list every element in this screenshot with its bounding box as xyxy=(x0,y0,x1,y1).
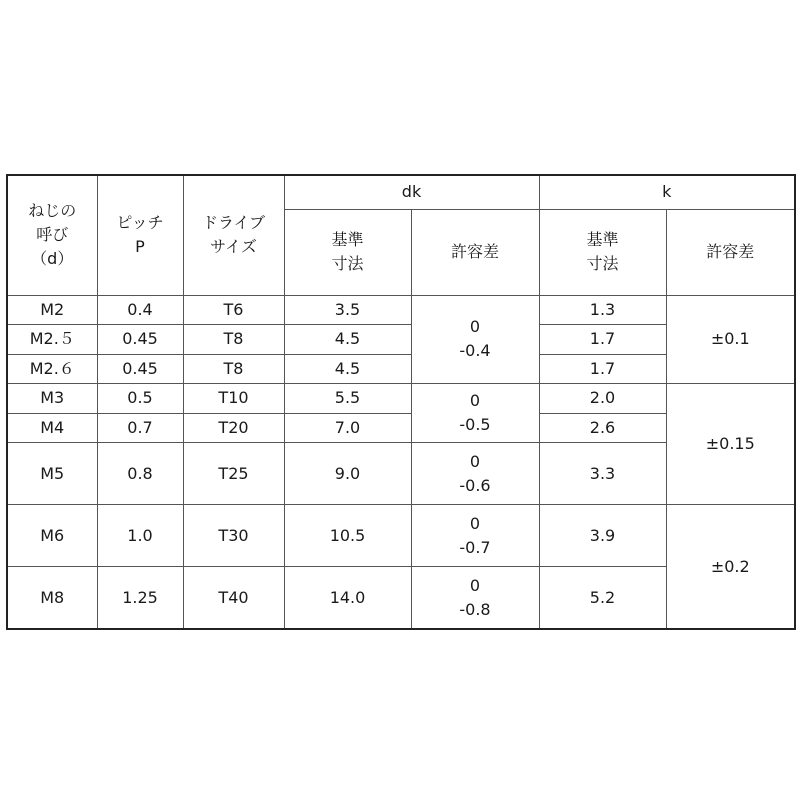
k-cell: 1.7 xyxy=(539,354,666,384)
dk-cell: 9.0 xyxy=(284,443,411,505)
drive-cell: T30 xyxy=(183,505,284,567)
size-cell: M5 xyxy=(7,443,97,505)
size-cell: M2.６ xyxy=(7,354,97,384)
k-header: k xyxy=(539,175,795,209)
dk-standard-header: 基準 寸法 xyxy=(284,209,411,295)
k-tolerance-cell: ±0.2 xyxy=(666,505,795,629)
dk-tolerance-cell: 0 -0.8 xyxy=(411,567,539,629)
drive-cell: T40 xyxy=(183,567,284,629)
drive-size-header: ドライブ サイズ xyxy=(183,175,284,295)
drive-cell: T25 xyxy=(183,443,284,505)
dk-tolerance-cell: 0 -0.6 xyxy=(411,443,539,505)
size-cell: M3 xyxy=(7,384,97,414)
dk-tolerance-cell: 0 -0.5 xyxy=(411,384,539,443)
dk-tolerance-cell: 0 -0.4 xyxy=(411,295,539,384)
k-tolerance-header: 許容差 xyxy=(666,209,795,295)
dk-tolerance-cell: 0 -0.7 xyxy=(411,505,539,567)
pitch-cell: 0.45 xyxy=(97,325,183,355)
pitch-cell: 1.0 xyxy=(97,505,183,567)
drive-cell: T8 xyxy=(183,354,284,384)
drive-cell: T8 xyxy=(183,325,284,355)
drive-cell: T10 xyxy=(183,384,284,414)
dk-header: dk xyxy=(284,175,539,209)
drive-cell: T6 xyxy=(183,295,284,325)
k-cell: 1.3 xyxy=(539,295,666,325)
k-cell: 1.7 xyxy=(539,325,666,355)
k-cell: 3.9 xyxy=(539,505,666,567)
pitch-cell: 0.45 xyxy=(97,354,183,384)
pitch-cell: 0.4 xyxy=(97,295,183,325)
pitch-cell: 0.8 xyxy=(97,443,183,505)
table-row xyxy=(7,295,795,325)
size-cell: M4 xyxy=(7,413,97,443)
screw-spec-table xyxy=(6,174,796,630)
k-standard-header: 基準 寸法 xyxy=(539,209,666,295)
dk-cell: 14.0 xyxy=(284,567,411,629)
pitch-cell: 0.5 xyxy=(97,384,183,414)
table-row xyxy=(7,505,795,567)
thread-size-header: ねじの 呼び （d） xyxy=(7,175,97,295)
dk-cell: 5.5 xyxy=(284,384,411,414)
pitch-header: ピッチ P xyxy=(97,175,183,295)
dk-cell: 7.0 xyxy=(284,413,411,443)
size-cell: M8 xyxy=(7,567,97,629)
dk-tolerance-header: 許容差 xyxy=(411,209,539,295)
size-cell: M2.５ xyxy=(7,325,97,355)
table-row xyxy=(7,384,795,414)
size-cell: M6 xyxy=(7,505,97,567)
k-cell: 2.6 xyxy=(539,413,666,443)
k-cell: 5.2 xyxy=(539,567,666,629)
drive-cell: T20 xyxy=(183,413,284,443)
size-cell: M2 xyxy=(7,295,97,325)
pitch-cell: 1.25 xyxy=(97,567,183,629)
dk-cell: 4.5 xyxy=(284,354,411,384)
dk-cell: 4.5 xyxy=(284,325,411,355)
pitch-cell: 0.7 xyxy=(97,413,183,443)
k-tolerance-cell: ±0.1 xyxy=(666,295,795,384)
dk-cell: 10.5 xyxy=(284,505,411,567)
dk-cell: 3.5 xyxy=(284,295,411,325)
header-row-1 xyxy=(7,175,795,209)
k-cell: 2.0 xyxy=(539,384,666,414)
k-cell: 3.3 xyxy=(539,443,666,505)
k-tolerance-cell: ±0.15 xyxy=(666,384,795,505)
